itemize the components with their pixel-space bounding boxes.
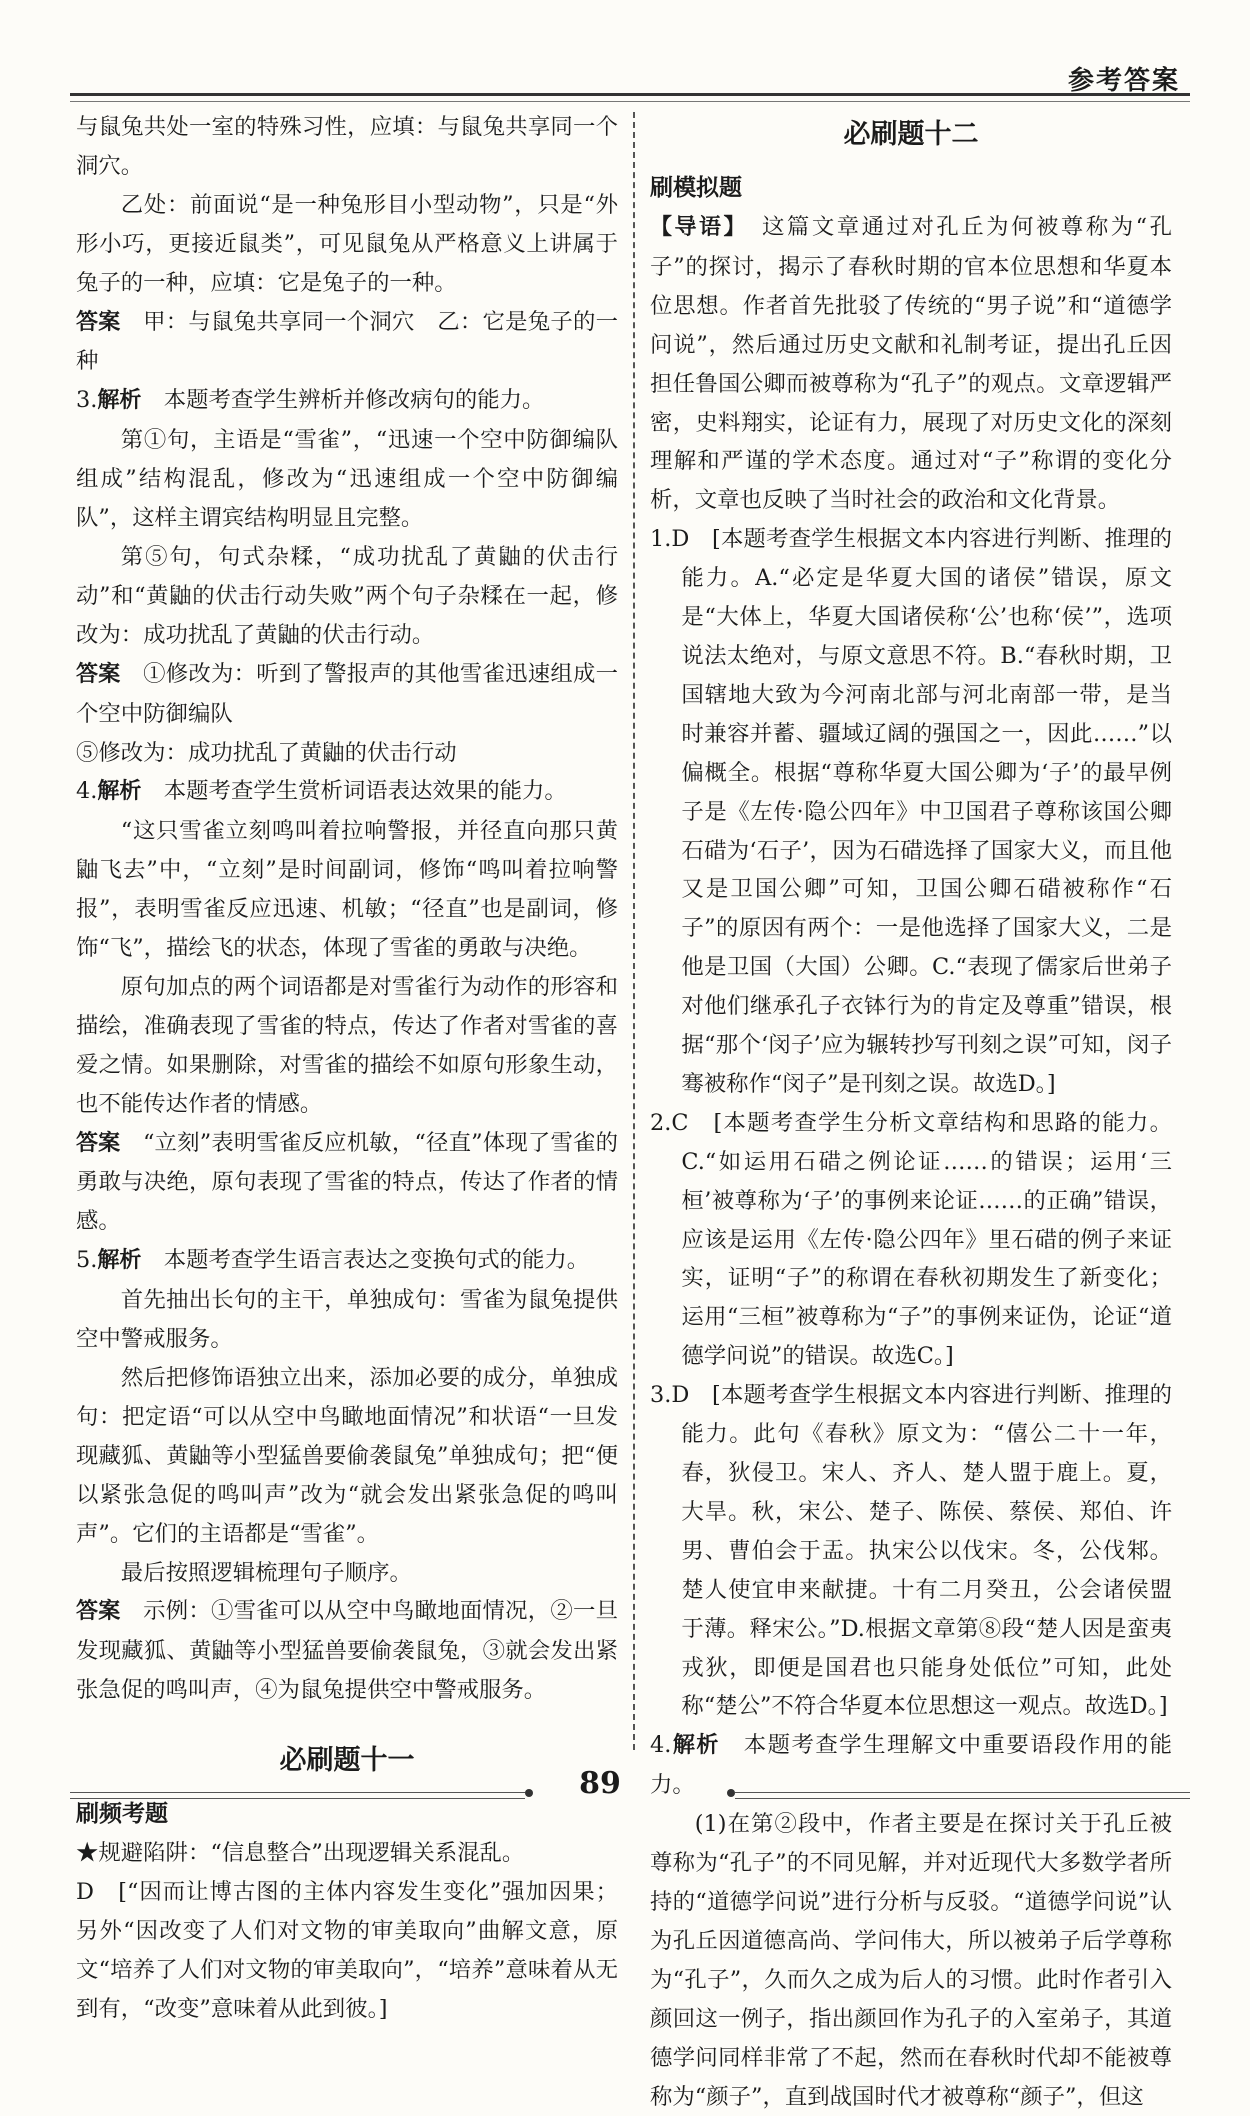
intro-label: 【导语】 (650, 215, 738, 240)
paragraph: 首先抽出长句的主干，单独成句：雪雀为鼠兔提供空中警戒服务。 (76, 1287, 618, 1353)
intro-block (650, 208, 1172, 520)
question-number: 4. (650, 1732, 672, 1759)
question-3: 3.D [本题考查学生根据文本内容进行判断、推理的能力。此句《春秋》原文为：“僖公二十一年，春，狄侵卫。宋人、齐人、楚人盟于鹿上。夏，大旱。秋，宋公、楚子、陈侯、蔡侯、郑伯、许男、曹伯会于盂。执宋公以伐宋。冬，公伐邾。楚人使宜申来献捷。十有二月癸丑，公会诸侯盟于薄。释宋公。”D.根据文章第⑧段“楚人因是蛮夷戎狄，即便是国君也只能身处低位”可知，此处称“楚公”不符合华夏本位思想这一观点。故选D。] (650, 1382, 1172, 1720)
answer-block (76, 303, 618, 382)
paragraph: 原句加点的两个词语都是对雪雀行为动作的形容和描绘，准确表现了雪雀的特点，传达了作者对雪雀的喜爱之情。如果删除，对雪雀的描绘不如原句形象生动，也不能传达作者的情感。 (76, 973, 618, 1117)
analysis-text: 本题考查学生语言表达之变换句式的能力。 (163, 1247, 590, 1274)
analysis-text: 本题考查学生辨析并修改病句的能力。 (163, 387, 545, 414)
answer-text: ①修改为：听到了警报声的其他雪雀迅速组成一个空中防御编队 (76, 660, 618, 727)
paragraph: 第①句，主语是“雪雀”，“迅速一个空中防御编队组成”结构混乱，修改为“迅速组成一个空中防御编队”，这样主谓宾结构明显且完整。 (76, 427, 618, 532)
analysis-block (76, 1241, 618, 1281)
analysis-label: 解析 (97, 1248, 142, 1274)
analysis-text: 本题考查学生理解文中重要语段作用的能力。 (650, 1732, 1173, 1799)
tip-line: ★规避陷阱：“信息整合”出现逻辑关系混乱。 (76, 1840, 525, 1867)
column-divider (633, 112, 635, 1750)
analysis-block (76, 381, 618, 421)
analysis-block (76, 772, 618, 812)
paragraph: 与鼠兔共处一室的特殊习性，应填：与鼠兔共享同一个洞穴。 (76, 114, 618, 179)
paragraph: 然后把修饰语独立出来，添加必要的成分，单独成句：把定语“可以从空中鸟瞰地面情况”和状语“一旦发现藏狐、黄鼬等小型猛兽要偷袭鼠兔”单独成句；把“便以紧张急促的鸣叫声”改为“就会发出紧张急促的鸣叫声”。它们的主语都是“雪雀”。 (76, 1365, 618, 1547)
footer-dot-right (727, 1789, 735, 1797)
footer-rule-right (735, 1792, 1190, 1799)
answer-d: D [“因而让博古图的主体内容发生变化”强加因果；另外“因改变了人们对文物的审美取向”曲解文意，原文“培养了人们对文物的审美取向”，“培养”意味着从无到有，“改变”意味着从此到彼。] (76, 1879, 618, 2022)
footer-rule-left (70, 1792, 525, 1799)
footer-dot-left (525, 1789, 533, 1797)
answer-text-2: ⑤修改为：成功扰乱了黄鼬的伏击行动 (76, 739, 457, 766)
analysis-label: 解析 (671, 1733, 720, 1759)
question-number: 3. (76, 387, 98, 414)
paragraph: 最后按照逻辑梳理句子顺序。 (120, 1559, 412, 1586)
question-number: 5. (76, 1247, 98, 1274)
answer-text: “立刻”表明雪雀反应机敏，“径直”体现了雪雀的勇敢与决绝，原句表现了雪雀的特点，传达了作者的情感。 (76, 1129, 618, 1235)
question-1: 1.D [本题考查学生根据文本内容进行判断、推理的能力。A.“必定是华夏大国的诸侯”错误，原文是“大体上，华夏大国诸侯称‘公’也称‘侯’”，选项说法太绝对，与原文意思不符。B.“春秋时期，卫国辖地大致为今河南北部与河北南部一带，是当时兼容并蓄、疆域辽阔的强国之一，因此……”以偏概全。根据“尊称华夏大国公卿为‘子’的最早例子是《左传·隐公四年》中卫国君子尊称该国公卿石碏为‘石子’，因为石碏选择了国家大义，而且他又是卫国公卿”可知，卫国公卿石碏被称作“石子”的原因有两个：一是他选择了国家大义，二是他是卫国（大国）公卿。C.“表现了儒家后世弟子对他们继承孔子衣钵行为的肯定及尊重”错误，根据“那个‘闵子’应为辗转抄写刊刻之误”可知，闵子骞被称作“闵子”是刊刻之误。故选D。] (650, 526, 1172, 1097)
answer-text: 甲：与鼠兔共享同一个洞穴 乙：它是兔子的一种 (76, 308, 618, 375)
analysis-label: 解析 (97, 779, 142, 805)
spacer (76, 1710, 618, 1734)
answer-text: 示例：①雪雀可以从空中鸟瞰地面情况，②一旦发现藏狐、黄鼬等小型猛兽要偷袭鼠兔，③就会发出紧张急促的鸣叫声，④为鼠兔提供空中警戒服务。 (76, 1598, 618, 1704)
answer-block (76, 1124, 618, 1242)
paragraph: 第⑤句，句式杂糅，“成功扰乱了黄鼬的伏击行动”和“黄鼬的伏击行动失败”两个句子杂糅在一起，修改为：成功扰乱了黄鼬的伏击行动。 (76, 543, 618, 648)
header-rule (70, 93, 1190, 102)
sub-title: 刷频考题 (76, 1801, 168, 1828)
page-footer (70, 1762, 1190, 1822)
sub-title: 刷模拟题 (650, 175, 742, 201)
analysis-text: 本题考查学生赏析词语表达效果的能力。 (163, 778, 567, 805)
answer-block (76, 655, 618, 734)
answer-label: 答案 (76, 309, 121, 335)
answer-block (76, 1592, 618, 1710)
intro-text: 这篇文章通过对孔丘为何被尊称为“孔子”的探讨，揭示了春秋时期的官本位思想和华夏本位思想。作者首先批驳了传统的“男子说”和“道德学问说”，然后通过历史文献和礼制考证，提出孔丘因担任鲁国公卿而被尊称为“孔子”的观点。文章逻辑严密，史料翔实，论证有力，展现了对历史文化的深刻理解和严谨的学术态度。通过对“子”称谓的变化分析，文章也反映了当时社会的政治和文化背景。 (650, 214, 1172, 514)
section-title: 必刷题十二 (843, 119, 979, 150)
page-header (70, 48, 1190, 104)
right-column (650, 108, 1173, 2110)
analysis-label: 解析 (97, 388, 142, 414)
section-title: 必刷题十一 (279, 1745, 415, 1777)
header-title: 参考答案 (1067, 66, 1180, 96)
answer-label: 答案 (76, 1599, 121, 1625)
paragraph: 乙处：前面说“是一种兔形目小型动物”，只是“外形小巧，更接近鼠类”，可见鼠兔从严格意义上讲属于兔子的一种，应填：它是兔子的一种。 (76, 191, 618, 296)
question-number: 4. (76, 778, 98, 805)
answer-label: 答案 (76, 1130, 121, 1156)
page-number: 89 (579, 1766, 621, 1801)
paragraph: (1)在第②段中，作者主要是在探讨关于孔丘被尊称为“孔子”的不同见解，并对近现代大多数学者所持的“道德学问说”进行分析与反驳。“道德学问说”认为孔丘因道德高尚、学问伟大，所以被弟子后学尊称为“孔子”，久而久之成为后人的习惯。此时作者引入颜回这一例子，指出颜回作为孔子的入室弟子，其道德学问同样非常了不起，然而在春秋时代却不能被尊称为“颜子”，直到战国时代才被尊称“颜子”，但这 (650, 1811, 1172, 2110)
paragraph: “这只雪雀立刻鸣叫着拉响警报，并径直向那只黄鼬飞去”中，“立刻”是时间副词，修饰“鸣叫着拉响警报”，表明雪雀反应迅速、机敏；“径直”也是副词，修饰“飞”，描绘飞的状态，体现了雪雀的勇敢与决绝。 (76, 818, 618, 962)
answer-label: 答案 (76, 661, 121, 687)
question-2: 2.C [本题考查学生分析文章结构和思路的能力。C.“如运用石碏之例论证……的错误；运用‘三桓’被尊称为‘子’的事例来论证……的正确”错误，应该是运用《左传·隐公四年》里石碏的例子来证实，证明“子”的称谓在春秋初期发生了新变化；运用“三桓”被尊称为“子”的事例来证伪，论证“道德学问说”的错误。故选C。] (650, 1109, 1172, 1370)
